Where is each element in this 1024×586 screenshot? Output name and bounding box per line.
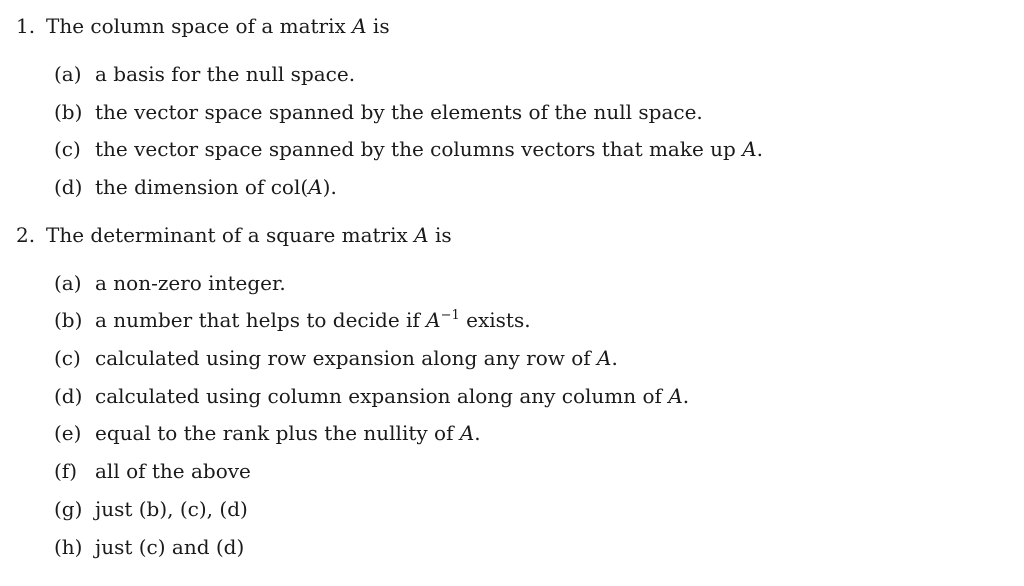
option-text: the vector space spanned by the columns vectors that make up A. xyxy=(95,137,764,161)
option-1a xyxy=(54,62,355,86)
inverse-exponent: −1 xyxy=(440,308,460,323)
option-1b xyxy=(54,100,703,124)
option-text: just (c) and (d) xyxy=(95,535,245,559)
option-text: calculated using column expansion along any column of A. xyxy=(95,384,690,408)
option-label: (d) xyxy=(54,175,83,199)
option-label: (f) xyxy=(54,459,78,483)
option-label: (a) xyxy=(54,62,82,86)
option-text: equal to the rank plus the nullity of A. xyxy=(95,421,481,445)
option-label: (g) xyxy=(54,497,83,521)
option-text: the dimension of col(A). xyxy=(95,175,337,199)
option-2e xyxy=(54,421,481,445)
question-stem: The column space of a matrix A is xyxy=(46,14,390,38)
option-2b xyxy=(54,308,531,332)
question-1 xyxy=(16,14,390,38)
question-2 xyxy=(16,223,452,247)
option-1d xyxy=(54,175,337,199)
option-text: a non-zero integer. xyxy=(95,271,286,295)
option-2g xyxy=(54,497,248,521)
option-text: calculated using row expansion along any row of A. xyxy=(95,346,618,370)
option-text: just (b), (c), (d) xyxy=(95,497,248,521)
option-label: (c) xyxy=(54,346,81,370)
option-label: (h) xyxy=(54,535,83,559)
option-text: the vector space spanned by the elements of the null space. xyxy=(95,100,703,124)
option-2f xyxy=(54,459,251,483)
option-1c xyxy=(54,137,763,161)
option-label: (b) xyxy=(54,308,83,332)
question-number: 2. xyxy=(16,223,36,247)
option-text: a basis for the null space. xyxy=(95,62,356,86)
option-2a xyxy=(54,271,286,295)
option-label: (b) xyxy=(54,100,83,124)
option-label: (c) xyxy=(54,137,81,161)
option-label: (e) xyxy=(54,421,82,445)
option-2d xyxy=(54,384,689,408)
option-label: (a) xyxy=(54,271,82,295)
option-label: (d) xyxy=(54,384,83,408)
question-number: 1. xyxy=(16,14,36,38)
option-text: a number that helps to decide if $A^{-1}$ exists. xyxy=(95,308,531,332)
option-2c xyxy=(54,346,618,370)
option-text: all of the above xyxy=(95,459,251,483)
option-2h xyxy=(54,535,244,559)
question-stem: The determinant of a square matrix A is xyxy=(46,223,452,247)
